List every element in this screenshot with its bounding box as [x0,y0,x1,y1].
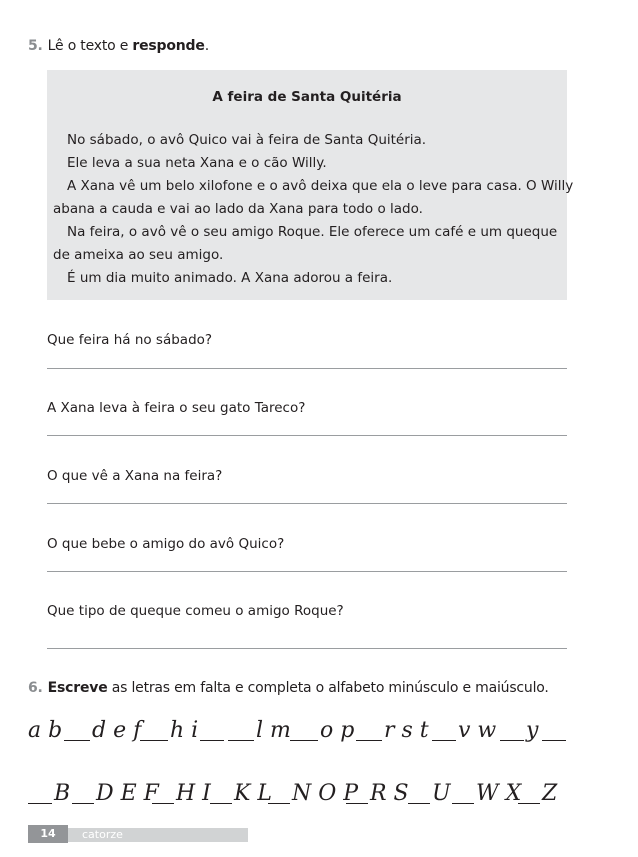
instruction-text: as letras em falta e completa o alfabeto minúsculo e maiúsculo. [107,680,549,696]
story-title: A feira de Santa Quitéria [212,89,402,105]
answer-line-1[interactable] [47,368,567,369]
question-5: Que tipo de queque comeu o amigo Roque? [47,603,344,619]
letter-group: Z [542,781,558,806]
story-line: Ele leva a sua neta Xana e o cão Willy. [67,155,327,171]
letter-blank[interactable] [452,803,474,804]
story-line: No sábado, o avô Quico vai à feira de Santa Quitéria. [67,132,427,148]
instruction-keyword: responde [132,38,205,54]
letter-blank[interactable] [518,803,540,804]
letter-blank[interactable] [290,740,318,741]
page-number: 14 [28,825,68,843]
letter-blank[interactable] [72,803,94,804]
story-line: abana a cauda e vai ao lado da Xana para todo o lado. [53,201,423,217]
letter-group: D E F [96,781,159,806]
answer-line-5[interactable] [47,648,567,649]
instruction-period: . [204,38,209,54]
instruction-text: Lê o texto e [47,38,133,54]
letter-blank[interactable] [140,740,168,741]
instruction-keyword: Escreve [47,680,108,696]
letter-group: o p [320,718,355,743]
question-1: Que feira há no sábado? [47,332,213,348]
letter-group: U [432,781,451,806]
exercise-6-instruction [28,680,549,696]
letter-group: h i [170,718,199,743]
story-line: de ameixa ao seu amigo. [53,247,224,263]
question-2: A Xana leva à feira o seu gato Tareco? [47,400,306,416]
letter-blank[interactable] [500,740,524,741]
letter-blank[interactable] [346,803,368,804]
letter-blank[interactable] [268,803,290,804]
letter-group: y [526,718,539,743]
answer-line-2[interactable] [47,435,567,436]
letter-group: N O P [292,781,359,806]
answer-line-4[interactable] [47,571,567,572]
letter-blank[interactable] [356,740,382,741]
letter-group: W X [476,781,522,806]
letter-blank[interactable] [64,740,90,741]
letter-group: a b [28,718,63,743]
story-box [47,70,574,300]
letter-group: v w [458,718,497,743]
letter-blank[interactable] [210,803,232,804]
exercise-6-number: 6. [28,680,43,696]
letter-blank[interactable] [542,740,566,741]
letter-group: r s t [384,718,429,743]
lowercase-alphabet-row [28,707,568,747]
letter-group: H I [176,781,211,806]
letter-blank[interactable] [408,803,430,804]
letter-blank[interactable] [432,740,456,741]
question-3: O que vê a Xana na feira? [47,468,223,484]
uppercase-alphabet-row [28,770,568,810]
page-number-word: catorze [68,828,248,842]
story-line: É um dia muito animado. A Xana adorou a feira. [67,270,393,286]
letter-group: K L [234,781,273,806]
letter-blank[interactable] [28,803,52,804]
exercise-5-number: 5. [28,38,43,54]
letter-blank[interactable] [228,740,254,741]
answer-line-3[interactable] [47,503,567,504]
story-line: A Xana vê um belo xilofone e o avô deixa que ela o leve para casa. O Willy [67,178,574,194]
story-line: Na feira, o avô vê o seu amigo Roque. Ele oferece um café e um queque [67,224,558,240]
letter-blank[interactable] [152,803,174,804]
exercise-5-instruction [28,38,209,54]
letter-group: B [54,781,71,806]
letter-blank[interactable] [200,740,224,741]
question-4: O que bebe o amigo do avô Quico? [47,536,285,552]
letter-group: l m [256,718,291,743]
letter-group: R S [370,781,409,806]
letter-group: d e f [92,718,142,743]
